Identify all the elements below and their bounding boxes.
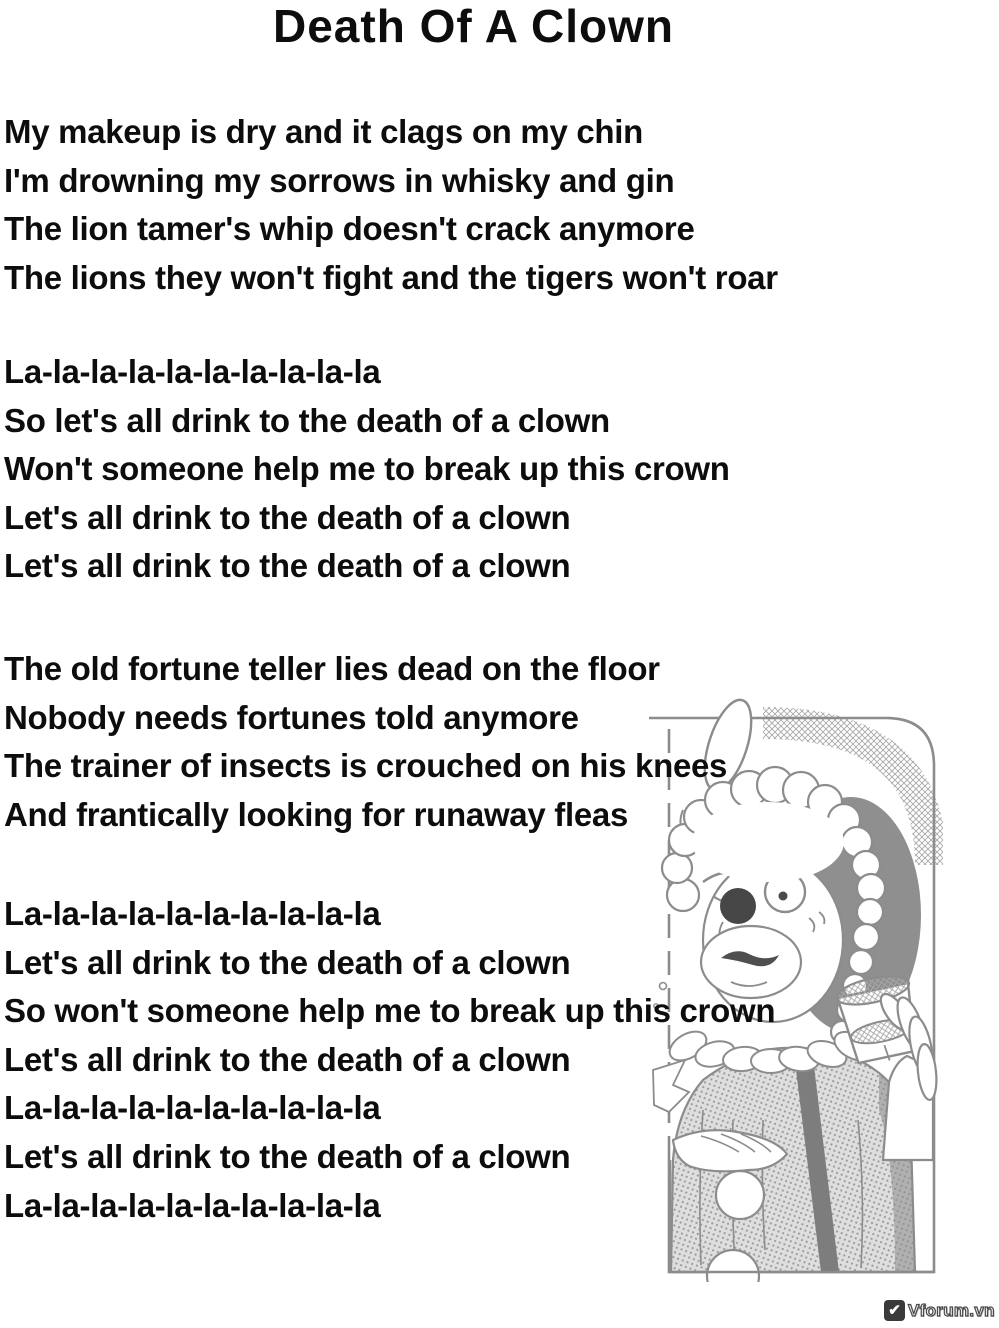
lyric-line: La-la-la-la-la-la-la-la-la-la: [4, 1186, 381, 1224]
lyric-line: The lions they won't fight and the tigers won't roar: [4, 258, 778, 296]
lyric-line: Let's all drink to the death of a clown: [4, 1040, 571, 1078]
check-icon: ✔: [884, 1300, 905, 1321]
lyric-line: Let's all drink to the death of a clown: [4, 547, 571, 585]
lyric-line: La-la-la-la-la-la-la-la-la-la: [4, 1089, 381, 1127]
lyric-line: So let's all drink to the death of a clown: [4, 401, 610, 439]
stanza-1: [4, 108, 778, 302]
watermark-text: Vforum.vn: [908, 1300, 995, 1320]
lyric-line: The old fortune teller lies dead on the floor: [4, 650, 660, 687]
watermark: [884, 1300, 995, 1321]
lyric-line: La-la-la-la-la-la-la-la-la-la: [4, 895, 381, 932]
lyric-line: And frantically looking for runaway fleas: [4, 795, 628, 833]
stanza-2: [4, 348, 730, 591]
lyric-line: My makeup is dry and it clags on my chin: [4, 113, 644, 150]
stanza-4: [4, 890, 775, 1230]
lyric-line: Let's all drink to the death of a clown: [4, 943, 571, 981]
page-title: Death Of A Clown: [272, 0, 675, 52]
lyric-line: Let's all drink to the death of a clown: [4, 498, 571, 536]
lyric-line: Nobody needs fortunes told anymore: [4, 698, 579, 736]
stanza-3: [4, 645, 727, 839]
lyric-line: The trainer of insects is crouched on his knees: [4, 747, 728, 785]
lyric-line: La-la-la-la-la-la-la-la-la-la: [4, 353, 381, 390]
lyric-line: So won't someone help me to break up this crown: [4, 992, 776, 1030]
lyric-line: Let's all drink to the death of a clown: [4, 1137, 571, 1175]
lyric-line: Won't someone help me to break up this crown: [4, 450, 730, 488]
lyric-line: I'm drowning my sorrows in whisky and gin: [4, 161, 675, 199]
lyric-line: The lion tamer's whip doesn't crack anymore: [4, 210, 695, 248]
right-hand: [876, 990, 939, 1160]
